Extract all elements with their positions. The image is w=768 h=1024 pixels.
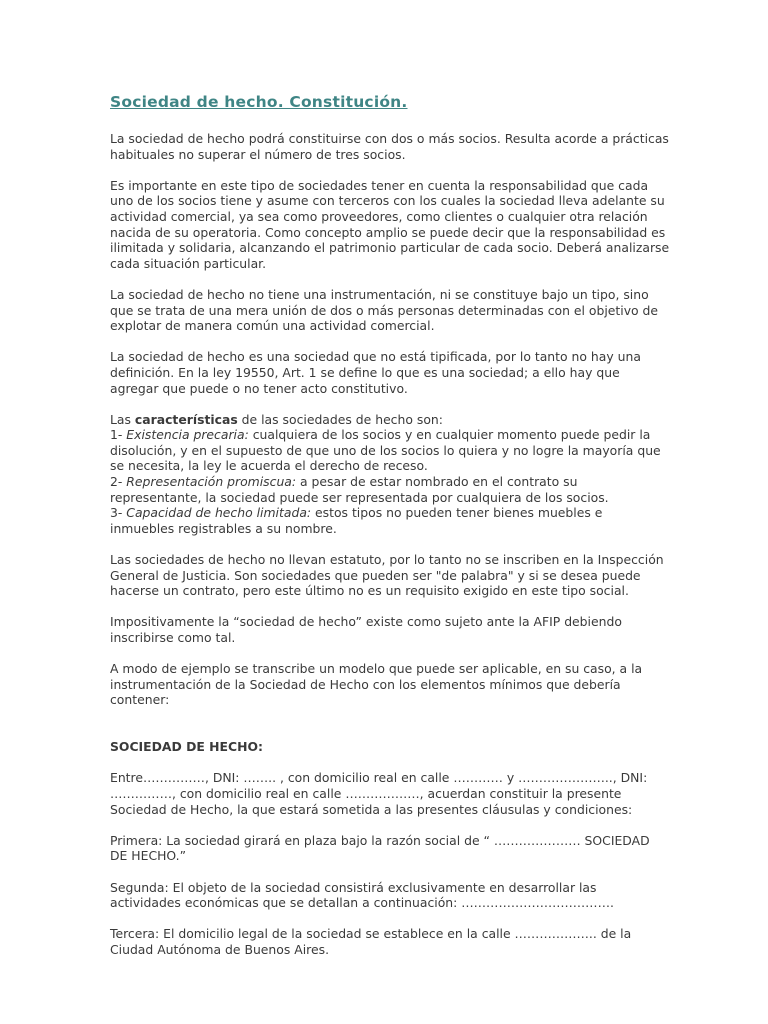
model-clause-segunda: Segunda: El objeto de la sociedad consistirá exclusivamente en desarrollar las actividades económicas que se detallan a continuación: ………………………………. (110, 879, 614, 911)
characteristics-keyword: características (134, 411, 238, 427)
document-body (110, 92, 670, 973)
characteristics-section (110, 412, 670, 537)
paragraph-6: Las sociedades de hecho no llevan estatuto, por lo tanto no se inscriben en la Inspección General de Justicia. Son sociedades que pueden ser "de palabra" y si se desea puede hacerse un contrato, pero este último no es un requisito exigido en este tipo social. (110, 552, 664, 599)
list-item: 2- Representación promiscua: a pesar de estar nombrado en el contrato su representante, la sociedad puede ser representada por cualquiera de los socios. (110, 474, 609, 505)
list-item-term: Representación promiscua: (126, 474, 297, 490)
paragraph-1: La sociedad de hecho podrá constituirse con dos o más socios. Resulta acorde a prácticas habituales no superar el número de tres socios. (110, 131, 669, 162)
list-item: 3- Capacidad de hecho limitada: estos tipos no pueden tener bienes muebles e inmuebles registrables a su nombre. (110, 505, 603, 536)
model-clause-parties: Entre……………, DNI: …….. , con domicilio real en calle ………… y ………………….., DNI: ……………, con domicilio real en calle ………………, acuerdan constituir la presente Sociedad de Hecho, la que estará sometida a las presentes cláusulas y condiciones: (110, 770, 648, 817)
model-clause-tercera: Tercera: El domicilio legal de la sociedad se establece en la calle ……………….. de la Ciudad Autónoma de Buenos Aires. (110, 926, 632, 957)
paragraph-3: La sociedad de hecho no tiene una instrumentación, ni se constituye bajo un tipo, sino que se trata de una mera unión de dos o más personas determinadas con el objetivo de explotar de manera común una actividad comercial. (110, 286, 659, 334)
model-heading: SOCIEDAD DE HECHO: (110, 739, 263, 755)
list-item-term: Capacidad de hecho limitada: (126, 505, 312, 521)
list-item: 1- Existencia precaria: cualquiera de los socios y en cualquier momento puede pedir la disolución, y en el supuesto de que uno de los socios lo quiera y no logre la mayoría que se necesita, la ley le acuerda el derecho de receso. (110, 427, 661, 474)
list-item-term: Existencia precaria: (126, 427, 249, 443)
paragraph-4: La sociedad de hecho es una sociedad que no está tipificada, por lo tanto no hay una definición. En la ley 19550, Art. 1 se define lo que es una sociedad; a ello hay que agregar que puede o no tener acto constitutivo. (110, 349, 641, 396)
characteristics-intro: Las características de las sociedades de hecho son: (110, 411, 443, 427)
model-clause-primera: Primera: La sociedad girará en plaza bajo la razón social de “ ………………… SOCIEDAD DE HECHO.” (110, 832, 650, 864)
page-title: Sociedad de hecho. Constitución. (110, 93, 408, 111)
paragraph-2: Es importante en este tipo de sociedades tener en cuenta la responsabilidad que cada uno de los socios tiene y asume con terceros con los cuales la sociedad lleva adelante su actividad comercial, ya sea como proveedores, como clientes o cualquier otra relación nacida de su operatoria. Como concepto amplio se puede decir que la responsabilidad es ilimitada y solidaria, alcanzando el patrimonio particular de cada socio. Deberá analizarse cada situación particular. (110, 177, 670, 271)
paragraph-8: A modo de ejemplo se transcribe un modelo que puede ser aplicable, en su caso, a la instrumentación de la Sociedad de Hecho con los elementos mínimos que debería contener: (110, 661, 643, 708)
paragraph-7: Impositivamente la “sociedad de hecho” existe como sujeto ante la AFIP debiendo inscribirse como tal. (110, 614, 622, 645)
spacer (110, 724, 670, 740)
